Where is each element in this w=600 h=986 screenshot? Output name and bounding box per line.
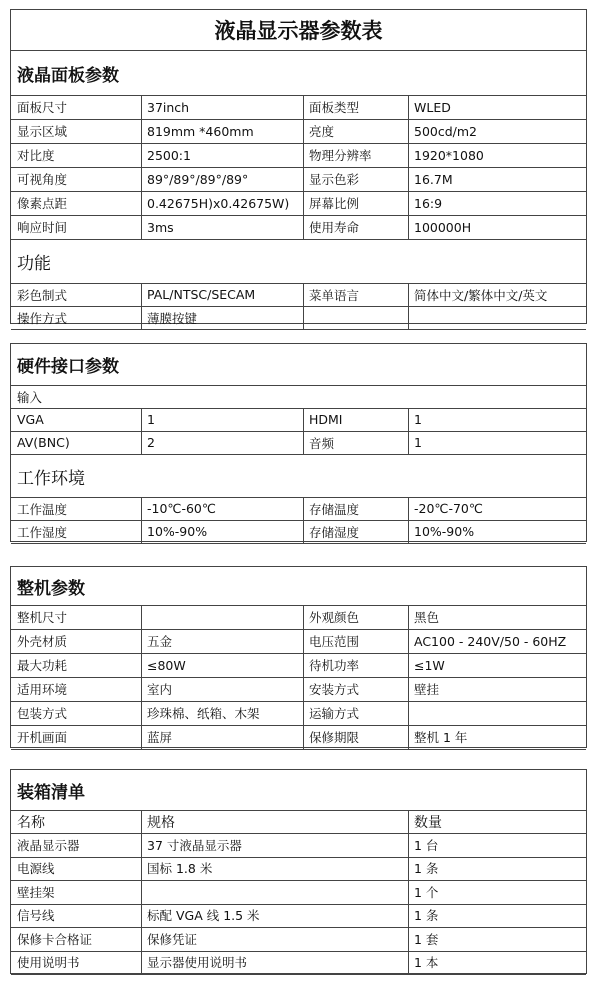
table-cell: 外壳材质 [17, 634, 68, 649]
table-row [11, 167, 586, 191]
table-cell: 电源线 [17, 861, 55, 877]
table-cell: 819mm *460mm [147, 123, 254, 139]
table-cell: 100000H [414, 219, 472, 235]
table-cell: 五金 [147, 634, 173, 649]
table-cell: 音频 [309, 435, 335, 451]
table-cell: 1 [414, 412, 422, 427]
table-row [11, 904, 586, 928]
table-row [11, 605, 586, 629]
table-cell: 最大功耗 [17, 658, 68, 673]
table-cell: 标配 VGA 线 1.5 米 [147, 908, 260, 924]
section-heading-packing: 装箱清单 [17, 782, 85, 803]
table-cell: 物理分辨率 [309, 148, 372, 163]
table-cell: 1 条 [414, 908, 439, 924]
table-cell: 1 个 [414, 884, 439, 900]
section-heading-hardware: 硬件接口参数 [17, 357, 119, 377]
table-cell: 10%-90% [414, 524, 475, 539]
table-row [11, 677, 586, 701]
table-cell: 500cd/m2 [414, 123, 478, 139]
section-heading-functions: 功能 [17, 253, 51, 274]
section-heading-panel: 液晶面板参数 [17, 65, 119, 86]
input-label: 输入 [17, 389, 43, 405]
table-cell: 面板类型 [309, 100, 360, 115]
table-cell: 壁挂架 [17, 884, 55, 900]
table-cell: 显示器使用说明书 [147, 955, 248, 971]
table-cell: 1 本 [414, 955, 439, 971]
table-cell: 1 台 [414, 837, 439, 853]
table-cell: 保修卡合格证 [17, 931, 93, 947]
table-cell: AC100 - 240V/50 - 60HZ [414, 633, 567, 649]
column-header: 数量 [414, 814, 442, 831]
table-row [11, 725, 586, 749]
machine-block [10, 566, 587, 748]
table-cell: 亮度 [309, 124, 335, 139]
table-row [11, 306, 586, 329]
table-cell: PAL/NTSC/SECAM [147, 287, 256, 302]
table-cell: -10℃-60℃ [147, 501, 216, 516]
table-row [11, 215, 586, 239]
table-cell: 像素点距 [17, 196, 68, 211]
table-row [11, 701, 586, 725]
table-row [11, 497, 586, 520]
table-cell: WLED [414, 99, 451, 115]
table-cell: 信号线 [17, 908, 55, 924]
table-cell: 16:9 [414, 195, 443, 211]
table-cell: 包装方式 [17, 706, 68, 721]
table-cell: 2500:1 [147, 147, 191, 163]
table-cell [303, 306, 408, 329]
table-row [11, 927, 586, 951]
table-cell: ≤80W [147, 657, 186, 673]
table-cell: 37 寸液晶显示器 [147, 837, 242, 853]
table-cell: 工作温度 [17, 501, 68, 517]
table-cell: 珍珠棉、纸箱、木架 [147, 706, 260, 721]
page-title: 液晶显示器参数表 [214, 19, 383, 43]
table-cell: 蓝屏 [147, 730, 173, 745]
table-cell: 显示色彩 [309, 172, 360, 187]
table-cell: 显示区域 [17, 124, 68, 139]
table-cell: 响应时间 [17, 220, 68, 235]
table-cell: 面板尺寸 [17, 100, 68, 115]
table-cell [141, 605, 303, 629]
table-cell: 存储温度 [309, 501, 360, 517]
table-cell: 工作湿度 [17, 524, 68, 540]
table-cell: 0.42675H)x0.42675W) [147, 195, 290, 211]
table-cell: 16.7M [414, 171, 453, 187]
table-row [11, 95, 586, 119]
table-cell: 1 [147, 412, 155, 427]
table-cell: 1 [414, 435, 422, 450]
table-row [11, 408, 586, 431]
table-cell: 液晶显示器 [17, 837, 80, 853]
table-cell [408, 701, 588, 725]
table-cell: 37inch [147, 99, 190, 115]
table-cell: 1 条 [414, 861, 439, 877]
table-cell: 操作方式 [17, 310, 68, 326]
table-cell: 国标 1.8 米 [147, 861, 213, 877]
table-cell [408, 306, 588, 329]
table-cell: 使用说明书 [17, 955, 80, 971]
table-row [11, 283, 586, 306]
table-cell: 89°/89°/89°/89° [147, 171, 249, 187]
table-cell: 开机画面 [17, 730, 68, 745]
table-cell: 菜单语言 [309, 287, 360, 303]
table-row [11, 143, 586, 167]
table-cell: 使用寿命 [309, 220, 360, 235]
table-row [11, 653, 586, 677]
packing-header-row [11, 810, 586, 833]
table-row [11, 951, 586, 975]
table-row [11, 629, 586, 653]
input-label-row [11, 385, 586, 408]
table-cell: 保修凭证 [147, 931, 198, 947]
table-cell: -20℃-70℃ [414, 501, 483, 516]
table-cell: 室内 [147, 682, 173, 697]
table-cell: AV(BNC) [17, 435, 70, 450]
table-cell: 待机功率 [309, 658, 360, 673]
table-cell: 对比度 [17, 148, 55, 163]
table-row [11, 119, 586, 143]
table-cell: 屏幕比例 [309, 196, 360, 211]
column-header: 规格 [147, 814, 175, 831]
table-cell: 10%-90% [147, 524, 208, 539]
table-cell: 简体中文/繁体中文/英文 [414, 287, 548, 303]
table-cell: 外观颜色 [309, 610, 360, 625]
table-row [11, 431, 586, 454]
column-header: 名称 [17, 814, 45, 831]
table-cell: ≤1W [414, 657, 445, 673]
hardware-block [10, 343, 587, 542]
table-cell: 适用环境 [17, 682, 68, 697]
table-cell: HDMI [309, 412, 343, 427]
table-row [11, 520, 586, 543]
table-cell: 保修期限 [309, 730, 360, 745]
table-cell: 整机尺寸 [17, 610, 68, 625]
table-row [11, 880, 586, 904]
panel-block [10, 9, 587, 324]
table-cell: 彩色制式 [17, 287, 68, 303]
table-cell: 1920*1080 [414, 147, 484, 163]
table-cell: 运输方式 [309, 706, 360, 721]
table-cell: 黑色 [414, 610, 440, 625]
table-cell: 1 套 [414, 931, 439, 947]
table-cell: 2 [147, 435, 155, 450]
table-cell: 壁挂 [414, 682, 440, 697]
table-cell: 整机 1 年 [414, 730, 468, 745]
table-cell: 可视角度 [17, 172, 68, 187]
table-cell: 电压范围 [309, 634, 360, 649]
table-cell: 存储湿度 [309, 524, 360, 540]
packing-block [10, 769, 587, 974]
section-heading-machine: 整机参数 [17, 578, 85, 599]
table-cell: 薄膜按键 [147, 310, 198, 326]
section-heading-environment: 工作环境 [17, 468, 85, 489]
table-cell: 3ms [147, 219, 174, 235]
table-row [11, 857, 586, 881]
table-cell [141, 880, 408, 904]
table-row [11, 191, 586, 215]
table-row [11, 833, 586, 857]
table-cell: 安装方式 [309, 682, 360, 697]
table-cell: VGA [17, 412, 44, 427]
